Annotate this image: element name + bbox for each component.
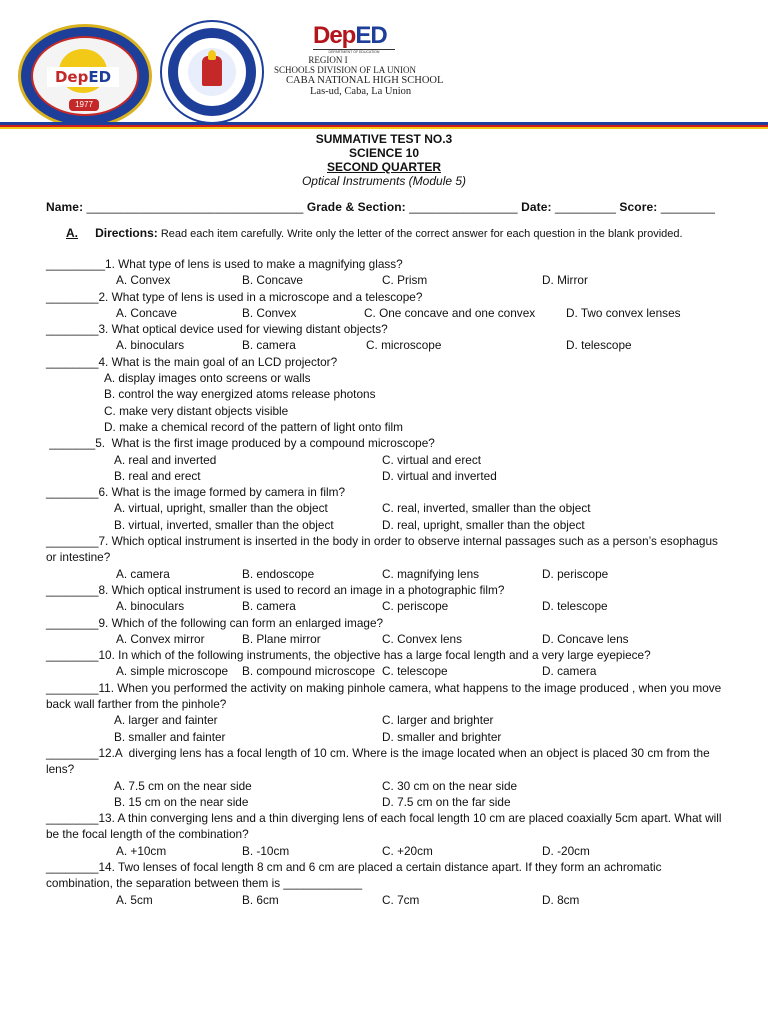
answer-choices — [46, 663, 726, 679]
answer-option: B. -10cm — [242, 843, 290, 858]
answer-choices — [46, 337, 726, 353]
school-address: Las-ud, Caba, La Union — [310, 86, 412, 97]
question-stem: ________13. A thin converging lens and a thin diverging lens of each focal length 10 cm are placed coaxially 5cm apart. What will be the focal length of the combination? — [46, 811, 725, 842]
question-stem: ________11. When you performed the activity on making pinhole camera, what happens to the image produced , when you move back wall farther from the pinhole? — [46, 680, 725, 712]
deped-seal-logo — [160, 20, 264, 124]
answer-option: D. periscope — [542, 566, 609, 581]
answer-option: A. +10cm — [116, 843, 167, 858]
answer-option: D. 7.5 cm on the far side — [382, 794, 511, 809]
answer-option: C. periscope — [382, 599, 449, 614]
answer-option: C. magnifying lens — [382, 566, 480, 581]
answer-option: B. endoscope — [242, 566, 315, 581]
answer-option: B. 6cm — [242, 892, 279, 907]
answer-option: B. Plane mirror — [242, 631, 321, 646]
question-stem: ________10. In which of the following instruments, the objective has a large focal length and a very large eyepiece? — [46, 648, 651, 663]
quarter: SECOND QUARTER — [326, 160, 441, 174]
answer-option: C. make very distant objects visible — [104, 403, 289, 418]
answer-option: C. Prism — [382, 273, 428, 288]
answer-option: A. 7.5 cm on the near side — [114, 778, 252, 793]
answer-option: B. compound microscope — [242, 664, 376, 679]
part-label: A. — [66, 226, 78, 240]
answer-option: B. real and erect — [114, 468, 201, 483]
answer-option: D. smaller and brighter — [382, 729, 502, 744]
answer-option: C. real, inverted, smaller than the object — [382, 501, 591, 516]
answer-option: D. Two convex lenses — [566, 305, 681, 320]
question-stem: _________1. What type of lens is used to make a magnifying glass? — [46, 257, 403, 271]
letterhead — [0, 0, 768, 126]
question-stem: ________12.A diverging lens has a focal length of 10 cm. Where is the image located when an object is placed 30 cm from the lens? — [46, 745, 713, 777]
directions-heading: Directions: — [95, 226, 158, 240]
deped-wordmark-logo: DepED DEPARTMENT OF EDUCATION — [313, 24, 393, 54]
answer-choices — [46, 500, 726, 516]
answer-option: A. Convex mirror — [116, 631, 205, 646]
answer-option: C. Convex lens — [382, 631, 462, 646]
answer-option: B. virtual, inverted, smaller than the object — [114, 517, 334, 532]
question-stem: _______5. What is the first image produced by a compound microscope? — [46, 436, 435, 451]
answer-option: C. telescope — [382, 664, 448, 679]
answer-option: A. Concave — [116, 305, 177, 320]
score-field[interactable]: ________ — [660, 200, 716, 214]
answer-choices — [46, 843, 726, 859]
answer-option: C. +20cm — [382, 843, 433, 858]
question-stem: ________8. Which optical instrument is used to record an image in a photographic film? — [46, 582, 505, 597]
answer-choices — [46, 712, 726, 728]
directions-text: Read each item carefully. Write only the letter of the correct answer for each question in the blank provided. — [160, 228, 683, 240]
question-stem: ________3. What optical device used for viewing distant objects? — [46, 322, 388, 337]
score-label: Score: — [619, 200, 658, 214]
answer-choices — [46, 566, 726, 582]
answer-choices — [46, 517, 726, 533]
answer-option: A. larger and fainter — [114, 713, 218, 728]
date-label: Date: — [521, 200, 552, 214]
school-address-block — [268, 55, 468, 97]
directions — [66, 226, 683, 240]
module-subtitle: Optical Instruments (Module 5) — [301, 174, 467, 188]
school-name: CABA NATIONAL HIGH SCHOOL — [286, 75, 444, 86]
answer-option: A. binoculars — [116, 599, 185, 614]
torch-icon — [202, 56, 222, 86]
answer-choices — [46, 631, 726, 647]
answer-option: B. smaller and fainter — [114, 729, 226, 744]
question-stem: ________7. Which optical instrument is inserted in the body in order to observe internal passages such as a person’s esophagus or intestine? — [46, 534, 722, 565]
school-seal-logo: DepED 1977 — [18, 24, 152, 128]
answer-option: C. microscope — [366, 338, 442, 353]
answer-option: D. real, upright, smaller than the object — [382, 517, 585, 532]
answer-option: B. camera — [242, 599, 296, 614]
answer-choices — [46, 598, 726, 614]
subject: SCIENCE 10 — [348, 146, 420, 160]
answer-option: D. 8cm — [542, 892, 580, 907]
grade-section-field[interactable]: ________________ — [409, 200, 518, 214]
answer-choices — [46, 892, 726, 908]
answer-option: C. virtual and erect — [382, 452, 482, 467]
answer-option: A. 5cm — [116, 892, 153, 907]
answer-option: A. virtual, upright, smaller than the object — [114, 501, 328, 516]
answer-option: D. telescope — [542, 599, 608, 614]
answer-option: A. simple microscope — [116, 664, 229, 679]
answer-option: B. camera — [242, 338, 296, 353]
answer-option: B. control the way energized atoms release photons — [104, 387, 376, 402]
answer-option: C. One concave and one convex — [364, 305, 536, 320]
question-stem: ________4. What is the main goal of an LCD projector? — [46, 354, 338, 369]
answer-option: C. 7cm — [382, 892, 420, 907]
student-info-line — [46, 200, 726, 214]
question-list — [46, 256, 726, 908]
test-number: SUMMATIVE TEST NO.3 — [315, 132, 453, 146]
answer-option: D. camera — [542, 664, 597, 679]
question-stem: ________2. What type of lens is used in a microscope and a telescope? — [46, 289, 423, 304]
question-stem: ________6. What is the image formed by camera in film? — [46, 485, 346, 500]
answer-option: A. Convex — [116, 273, 171, 288]
answer-option: A. camera — [116, 566, 170, 581]
grade-section-label: Grade & Section: — [306, 200, 406, 214]
answer-choices — [46, 468, 726, 484]
answer-choices — [46, 794, 726, 810]
answer-option: D. -20cm — [542, 843, 590, 858]
region-label: REGION I — [308, 55, 348, 65]
answer-option: D. Concave lens — [542, 631, 629, 646]
answer-option: B. 15 cm on the near side — [114, 794, 249, 809]
question-stem: ________14. Two lenses of focal length 8 cm and 6 cm are placed a certain distance apart. If they form an achromatic combination, the separation between them is ____________ — [46, 859, 665, 891]
answer-option: C. larger and brighter — [382, 713, 494, 728]
test-title — [0, 132, 768, 188]
answer-choices — [46, 452, 726, 468]
name-label: Name: — [46, 200, 84, 214]
name-field[interactable]: ________________________________ — [86, 200, 304, 214]
answer-option: B. Convex — [242, 305, 297, 320]
answer-option: A. display images onto screens or walls — [104, 371, 311, 386]
division-label: SCHOOLS DIVISION OF LA UNION — [274, 65, 417, 75]
answer-option: C. 30 cm on the near side — [382, 778, 518, 793]
answer-option: D. Mirror — [542, 273, 588, 288]
answer-option: D. telescope — [566, 338, 632, 353]
answer-option: A. binoculars — [116, 338, 185, 353]
question-stem: ________9. Which of the following can form an enlarged image? — [46, 615, 384, 630]
answer-option: D. make a chemical record of the pattern of light onto film — [104, 419, 403, 434]
answer-choices — [46, 272, 726, 288]
answer-choices — [46, 729, 726, 745]
answer-choices — [46, 305, 726, 321]
answer-option: A. real and inverted — [114, 452, 217, 467]
date-field[interactable]: _________ — [555, 200, 616, 214]
answer-option: D. virtual and inverted — [382, 468, 497, 483]
answer-option: B. Concave — [242, 273, 303, 288]
answer-choices — [46, 778, 726, 794]
